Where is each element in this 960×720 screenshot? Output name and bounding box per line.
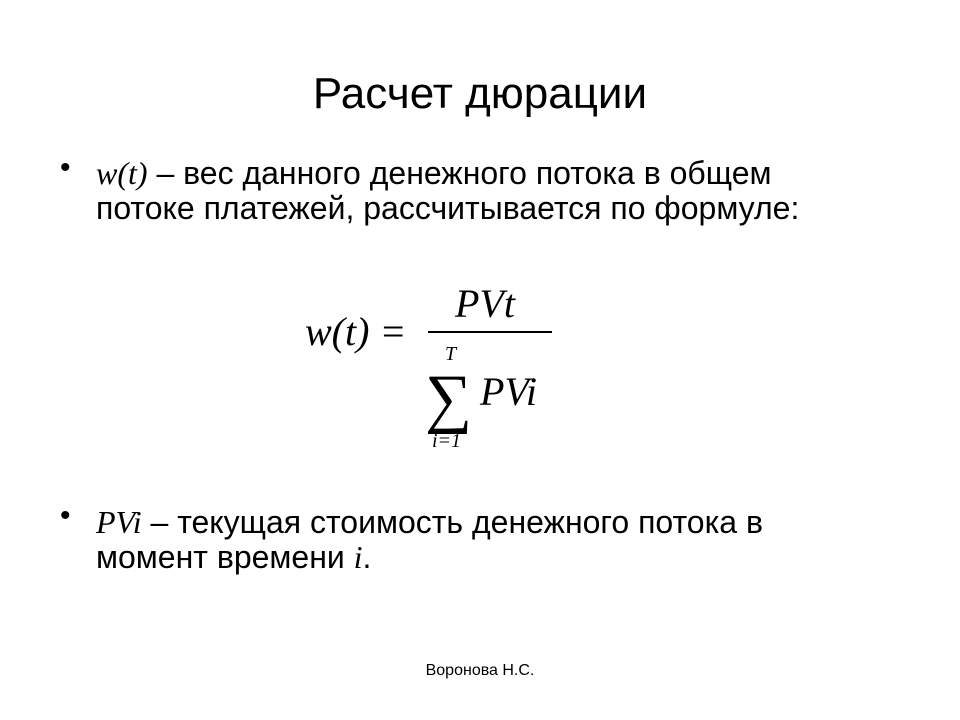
math-term-w-t: w(t) [96,155,148,191]
sum-term: PVi [480,369,538,414]
bullet-item-2 [96,505,836,575]
formula-numerator: PVt [455,281,515,326]
bullet-1-text: – вес данного денежного потока в общем потоке платежей, рассчитывается по формуле: [96,155,800,226]
duration-weight-formula [300,275,580,460]
bullet-2-end: . [362,539,372,575]
sum-symbol: ∑ [425,362,473,435]
footer-author: Воронова Н.С. [425,662,535,679]
bullet-2-text: – текущая стоимость денежного потока в момент времени [96,504,763,575]
bullet-marker-2: • [60,499,71,532]
formula-lhs: w(t) = [305,309,407,354]
math-term-pvi: PVi [96,504,142,540]
math-var-i: i [353,539,363,575]
bullet-item-1 [96,156,836,226]
sum-upper-limit: T [445,343,457,365]
bullet-marker-1: • [60,151,71,184]
sum-lower-limit: i=1 [432,430,462,452]
slide-title: Расчет дюрации [312,69,648,118]
